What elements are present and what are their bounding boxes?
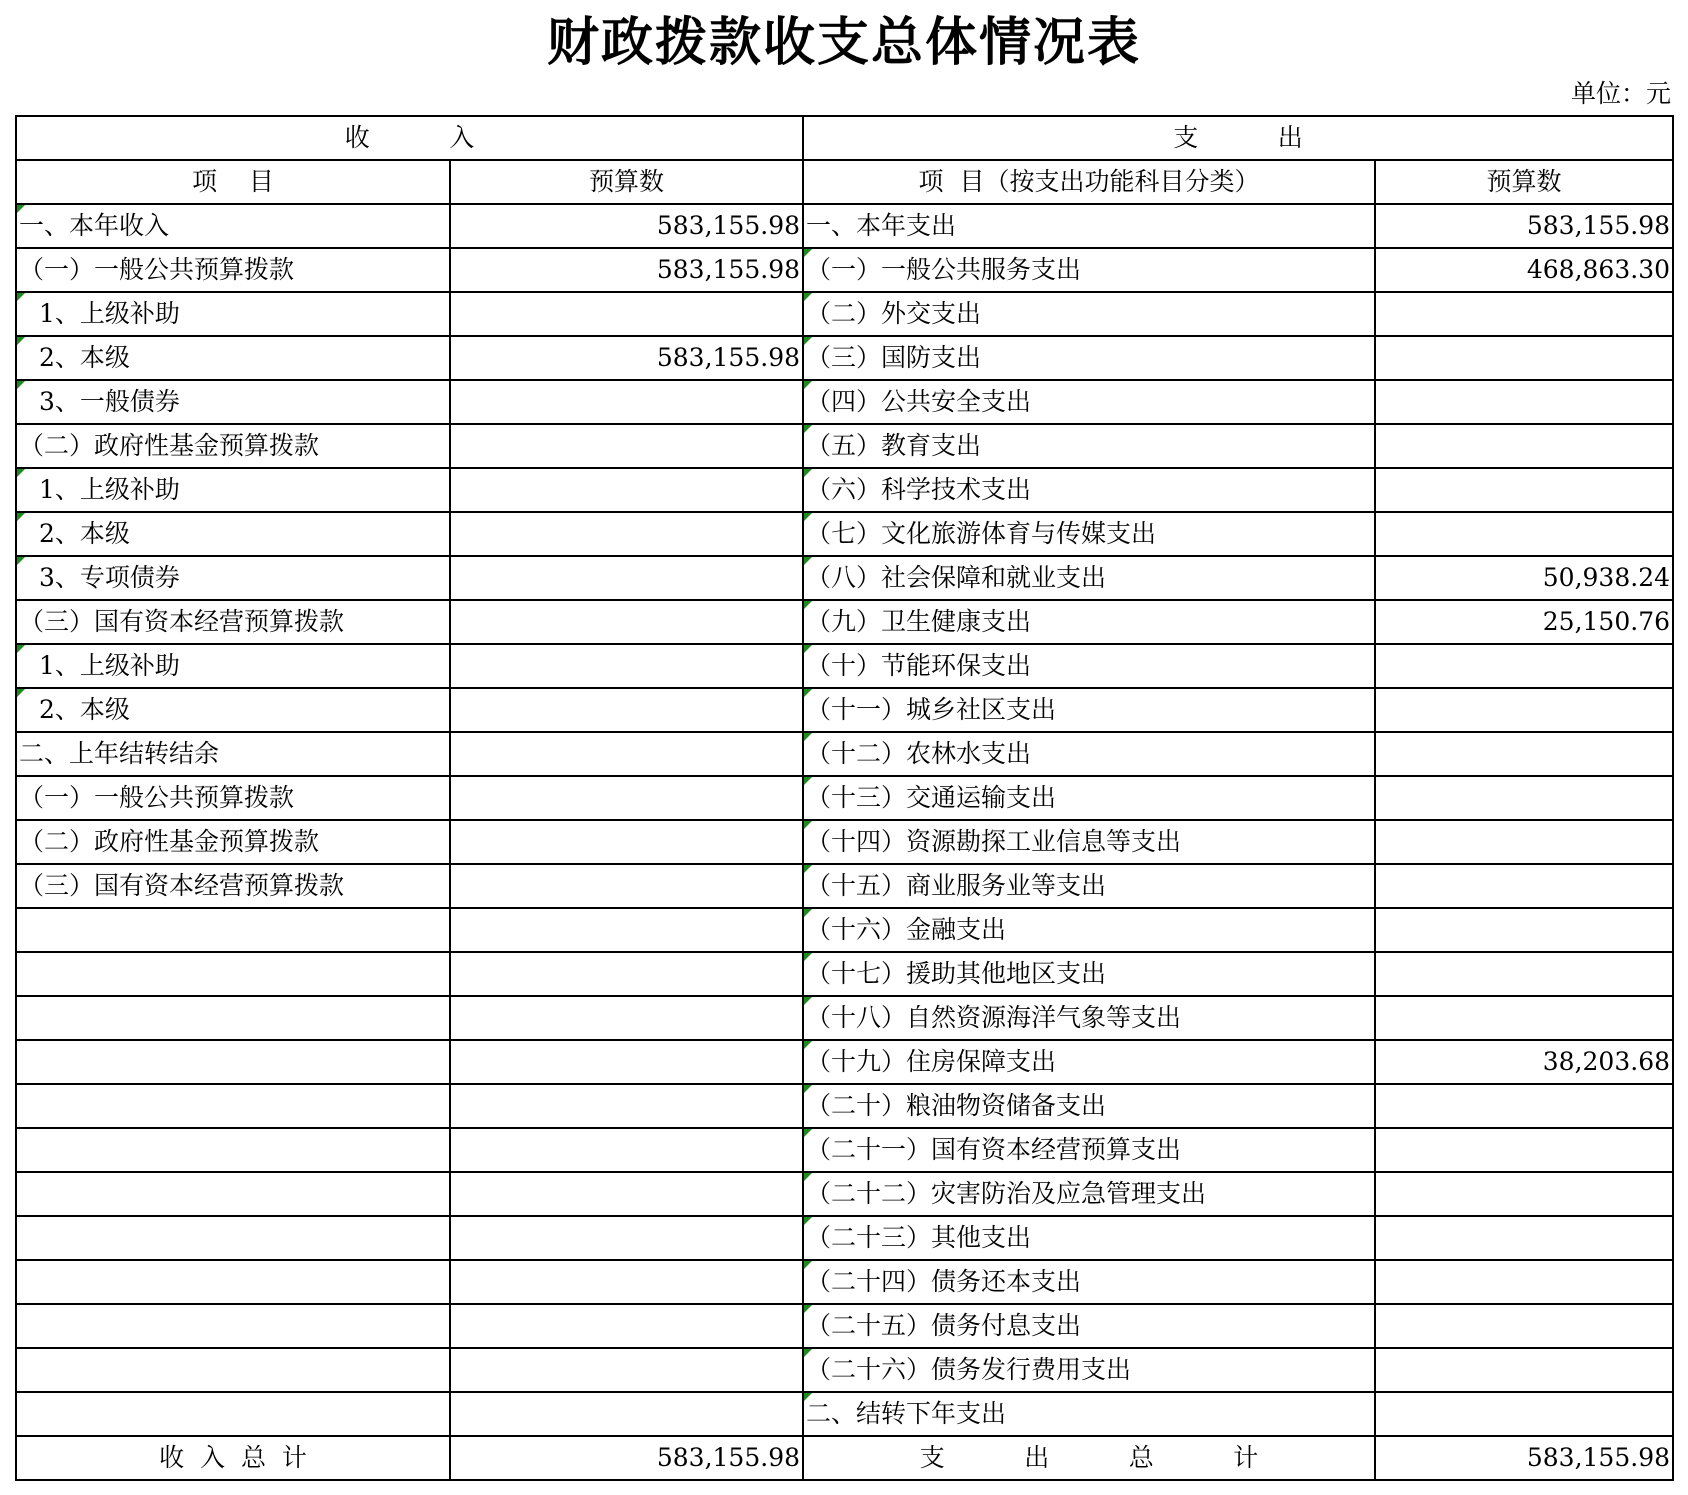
expense-amount-cell (1375, 1172, 1673, 1216)
expense-amount-cell (1375, 864, 1673, 908)
expense-amount-cell: 468,863.30 (1375, 248, 1673, 292)
table-row (16, 512, 1673, 556)
income-amount-cell (450, 996, 803, 1040)
table-row (16, 820, 1673, 864)
table-row (16, 336, 1673, 380)
expense-item-cell: （二）外交支出 (803, 292, 1375, 336)
page-title: 财政拨款收支总体情况表 (546, 13, 1141, 73)
income-item-cell (16, 908, 450, 952)
expense-amount-cell (1375, 424, 1673, 468)
income-item-cell: 2、本级 (16, 336, 450, 380)
table-row (16, 248, 1673, 292)
expense-item-cell: （十九）住房保障支出 (803, 1040, 1375, 1084)
income-item-cell (16, 996, 450, 1040)
expense-amount-cell (1375, 820, 1673, 864)
expense-total-label: 支 出 总 计 (803, 1436, 1375, 1480)
expense-item-cell: 一、本年支出 (803, 204, 1375, 248)
group-header-row (16, 116, 1673, 160)
income-item-cell: 3、专项债券 (16, 556, 450, 600)
income-item-cell: 1、上级补助 (16, 292, 450, 336)
income-item-cell: 1、上级补助 (16, 644, 450, 688)
income-item-cell (16, 1348, 450, 1392)
income-amount-cell (450, 1084, 803, 1128)
expense-amount-cell (1375, 1128, 1673, 1172)
income-amount-header: 预算数 (450, 160, 803, 204)
expense-amount-header: 预算数 (1375, 160, 1673, 204)
table-row (16, 556, 1673, 600)
income-item-cell: 3、一般债券 (16, 380, 450, 424)
totals-row (16, 1436, 1673, 1480)
expense-item-cell: 二、结转下年支出 (803, 1392, 1375, 1436)
table-row (16, 1216, 1673, 1260)
expense-amount-cell: 583,155.98 (1375, 204, 1673, 248)
income-item-cell: （一）一般公共预算拨款 (16, 248, 450, 292)
income-item-cell: 2、本级 (16, 688, 450, 732)
expense-group-header: 支 出 (803, 116, 1673, 160)
expense-amount-cell: 38,203.68 (1375, 1040, 1673, 1084)
income-total-label: 收 入 总 计 (16, 1436, 450, 1480)
table-row (16, 204, 1673, 248)
table-row (16, 996, 1673, 1040)
income-item-cell (16, 1392, 450, 1436)
expense-item-cell: （八）社会保障和就业支出 (803, 556, 1375, 600)
expense-item-cell: （二十二）灾害防治及应急管理支出 (803, 1172, 1375, 1216)
column-header-row (16, 160, 1673, 204)
income-item-cell: 二、上年结转结余 (16, 732, 450, 776)
expense-item-cell: （十三）交通运输支出 (803, 776, 1375, 820)
table-row (16, 1348, 1673, 1392)
income-amount-cell (450, 688, 803, 732)
expense-item-cell: （二十）粮油物资储备支出 (803, 1084, 1375, 1128)
table-row (16, 424, 1673, 468)
income-amount-cell (450, 556, 803, 600)
table-row (16, 864, 1673, 908)
table-row (16, 1040, 1673, 1084)
table-row (16, 644, 1673, 688)
income-item-cell (16, 1304, 450, 1348)
income-amount-cell (450, 512, 803, 556)
income-amount-cell (450, 1260, 803, 1304)
income-amount-cell (450, 864, 803, 908)
income-amount-cell (450, 644, 803, 688)
income-amount-cell (450, 424, 803, 468)
expense-item-cell: （三）国防支出 (803, 336, 1375, 380)
income-item-cell: 1、上级补助 (16, 468, 450, 512)
expense-amount-cell (1375, 1304, 1673, 1348)
income-item-cell (16, 1216, 450, 1260)
expense-item-cell: （九）卫生健康支出 (803, 600, 1375, 644)
income-amount-cell (450, 1392, 803, 1436)
income-item-cell: （三）国有资本经营预算拨款 (16, 864, 450, 908)
expense-amount-cell (1375, 1260, 1673, 1304)
expense-item-cell: （二十三）其他支出 (803, 1216, 1375, 1260)
expense-item-cell: （二十一）国有资本经营预算支出 (803, 1128, 1375, 1172)
table-row (16, 688, 1673, 732)
expense-amount-cell (1375, 952, 1673, 996)
table-row (16, 1084, 1673, 1128)
income-amount-cell (450, 1040, 803, 1084)
table-body (16, 116, 1673, 1480)
income-item-cell: 2、本级 (16, 512, 450, 556)
expense-amount-cell (1375, 1348, 1673, 1392)
expense-item-cell: （十八）自然资源海洋气象等支出 (803, 996, 1375, 1040)
expense-amount-cell (1375, 468, 1673, 512)
income-amount-cell (450, 1304, 803, 1348)
table-row (16, 468, 1673, 512)
income-amount-cell (450, 1216, 803, 1260)
income-item-cell (16, 952, 450, 996)
income-item-cell: （一）一般公共预算拨款 (16, 776, 450, 820)
expense-item-cell: （二十六）债务发行费用支出 (803, 1348, 1375, 1392)
expense-amount-cell (1375, 1084, 1673, 1128)
table-row (16, 908, 1673, 952)
expense-amount-cell (1375, 996, 1673, 1040)
table-row (16, 1392, 1673, 1436)
expense-item-cell: （十）节能环保支出 (803, 644, 1375, 688)
table-row (16, 1172, 1673, 1216)
income-amount-cell (450, 732, 803, 776)
expense-item-cell: （七）文化旅游体育与传媒支出 (803, 512, 1375, 556)
table-row (16, 952, 1673, 996)
income-amount-cell: 583,155.98 (450, 248, 803, 292)
income-amount-cell (450, 1128, 803, 1172)
table-row (16, 292, 1673, 336)
income-amount-cell (450, 820, 803, 864)
income-amount-cell (450, 908, 803, 952)
expense-item-cell: （十二）农林水支出 (803, 732, 1375, 776)
expense-amount-cell (1375, 1392, 1673, 1436)
expense-amount-cell: 25,150.76 (1375, 600, 1673, 644)
expense-amount-cell (1375, 732, 1673, 776)
income-amount-cell: 583,155.98 (450, 204, 803, 248)
expense-item-cell: （十七）援助其他地区支出 (803, 952, 1375, 996)
table-row (16, 732, 1673, 776)
budget-table (15, 115, 1674, 1481)
income-amount-cell (450, 1348, 803, 1392)
income-amount-cell (450, 292, 803, 336)
expense-amount-cell (1375, 688, 1673, 732)
table-row (16, 776, 1673, 820)
expense-amount-cell (1375, 292, 1673, 336)
expense-amount-cell: 50,938.24 (1375, 556, 1673, 600)
income-item-cell: 一、本年收入 (16, 204, 450, 248)
expense-item-cell: （十六）金融支出 (803, 908, 1375, 952)
expense-item-cell: （十四）资源勘探工业信息等支出 (803, 820, 1375, 864)
income-amount-cell (450, 468, 803, 512)
income-group-header: 收 入 (16, 116, 803, 160)
income-amount-cell (450, 776, 803, 820)
table-row (16, 1128, 1673, 1172)
expense-item-cell: （二十四）债务还本支出 (803, 1260, 1375, 1304)
income-amount-cell (450, 1172, 803, 1216)
income-item-header: 项 目 (16, 160, 450, 204)
expense-amount-cell (1375, 512, 1673, 556)
expense-amount-cell (1375, 380, 1673, 424)
expense-item-cell: （十一）城乡社区支出 (803, 688, 1375, 732)
income-item-cell: （三）国有资本经营预算拨款 (16, 600, 450, 644)
income-amount-cell: 583,155.98 (450, 336, 803, 380)
table-row (16, 380, 1673, 424)
income-amount-cell (450, 600, 803, 644)
income-total-amount: 583,155.98 (450, 1436, 803, 1480)
table-row (16, 600, 1673, 644)
unit-label: 单位：元 (1570, 79, 1671, 108)
income-amount-cell (450, 952, 803, 996)
expense-item-cell: （二十五）债务付息支出 (803, 1304, 1375, 1348)
income-item-cell: （二）政府性基金预算拨款 (16, 820, 450, 864)
expense-item-cell: （五）教育支出 (803, 424, 1375, 468)
table-row (16, 1304, 1673, 1348)
expense-item-cell: （四）公共安全支出 (803, 380, 1375, 424)
expense-amount-cell (1375, 1216, 1673, 1260)
income-item-cell (16, 1172, 450, 1216)
income-item-cell: （二）政府性基金预算拨款 (16, 424, 450, 468)
expense-item-cell: （一）一般公共服务支出 (803, 248, 1375, 292)
table-row (16, 1260, 1673, 1304)
expense-item-cell: （十五）商业服务业等支出 (803, 864, 1375, 908)
expense-amount-cell (1375, 776, 1673, 820)
expense-item-cell: （六）科学技术支出 (803, 468, 1375, 512)
income-item-cell (16, 1040, 450, 1084)
income-item-cell (16, 1260, 450, 1304)
expense-amount-cell (1375, 644, 1673, 688)
expense-amount-cell (1375, 908, 1673, 952)
expense-total-amount: 583,155.98 (1375, 1436, 1673, 1480)
expense-amount-cell (1375, 336, 1673, 380)
income-item-cell (16, 1128, 450, 1172)
expense-item-header: 项 目（按支出功能科目分类） (803, 160, 1375, 204)
income-amount-cell (450, 380, 803, 424)
income-item-cell (16, 1084, 450, 1128)
